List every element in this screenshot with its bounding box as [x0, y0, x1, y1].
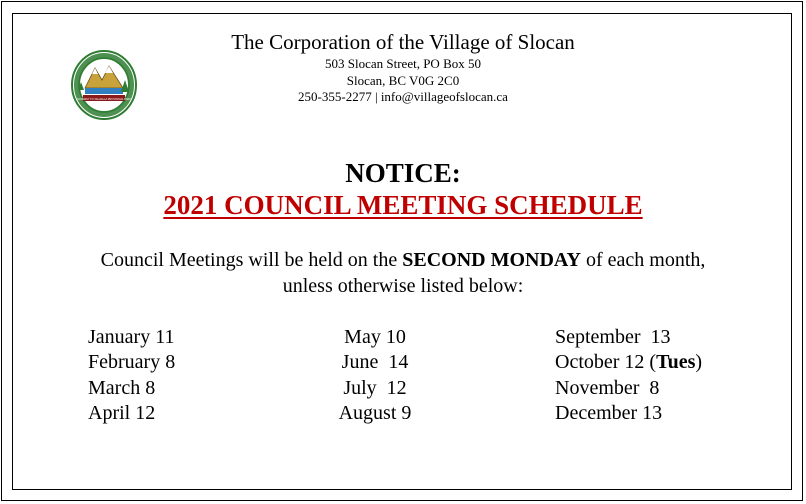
intro-text: Council Meetings will be held on the	[100, 249, 403, 271]
meeting-date: March 8	[88, 377, 156, 399]
meeting-date: February 8	[88, 351, 176, 373]
organization-name: The Corporation of the Village of Slocan	[231, 30, 575, 54]
meeting-date: June 14	[341, 351, 409, 373]
meeting-date: January 11	[88, 326, 175, 348]
meeting-date-text: October 12 (	[555, 351, 657, 373]
meeting-date-text: )	[695, 351, 703, 373]
meeting-day-note: Tues	[656, 351, 696, 373]
schedule-title: 2021 COUNCIL MEETING SCHEDULE	[163, 190, 643, 220]
meeting-date: July 12	[343, 377, 407, 399]
contact-line: 250-355-2277 | info@villageofslocan.ca	[298, 89, 508, 104]
meeting-date: September 13	[555, 326, 671, 348]
meeting-date: November 8	[555, 377, 660, 399]
village-seal-icon	[71, 50, 137, 120]
meeting-date: May 10	[344, 326, 406, 348]
meeting-date-october	[555, 351, 702, 374]
seal-text: GATEWAY TO VALHALLA PROVINCIAL PARK	[76, 98, 132, 101]
notice-heading: NOTICE:	[345, 158, 461, 188]
address-line-1: 503 Slocan Street, PO Box 50	[325, 56, 481, 71]
intro-emphasis: SECOND MONDAY	[402, 249, 581, 271]
intro-text: of each month,	[580, 249, 706, 271]
address-line-2: Slocan, BC V0G 2C0	[346, 73, 460, 88]
meeting-date: December 13	[555, 402, 663, 424]
meeting-date: August 9	[338, 402, 412, 424]
intro-line-2: unless otherwise listed below:	[282, 275, 524, 297]
meeting-date: April 12	[88, 402, 156, 424]
intro-line-1	[101, 249, 706, 272]
